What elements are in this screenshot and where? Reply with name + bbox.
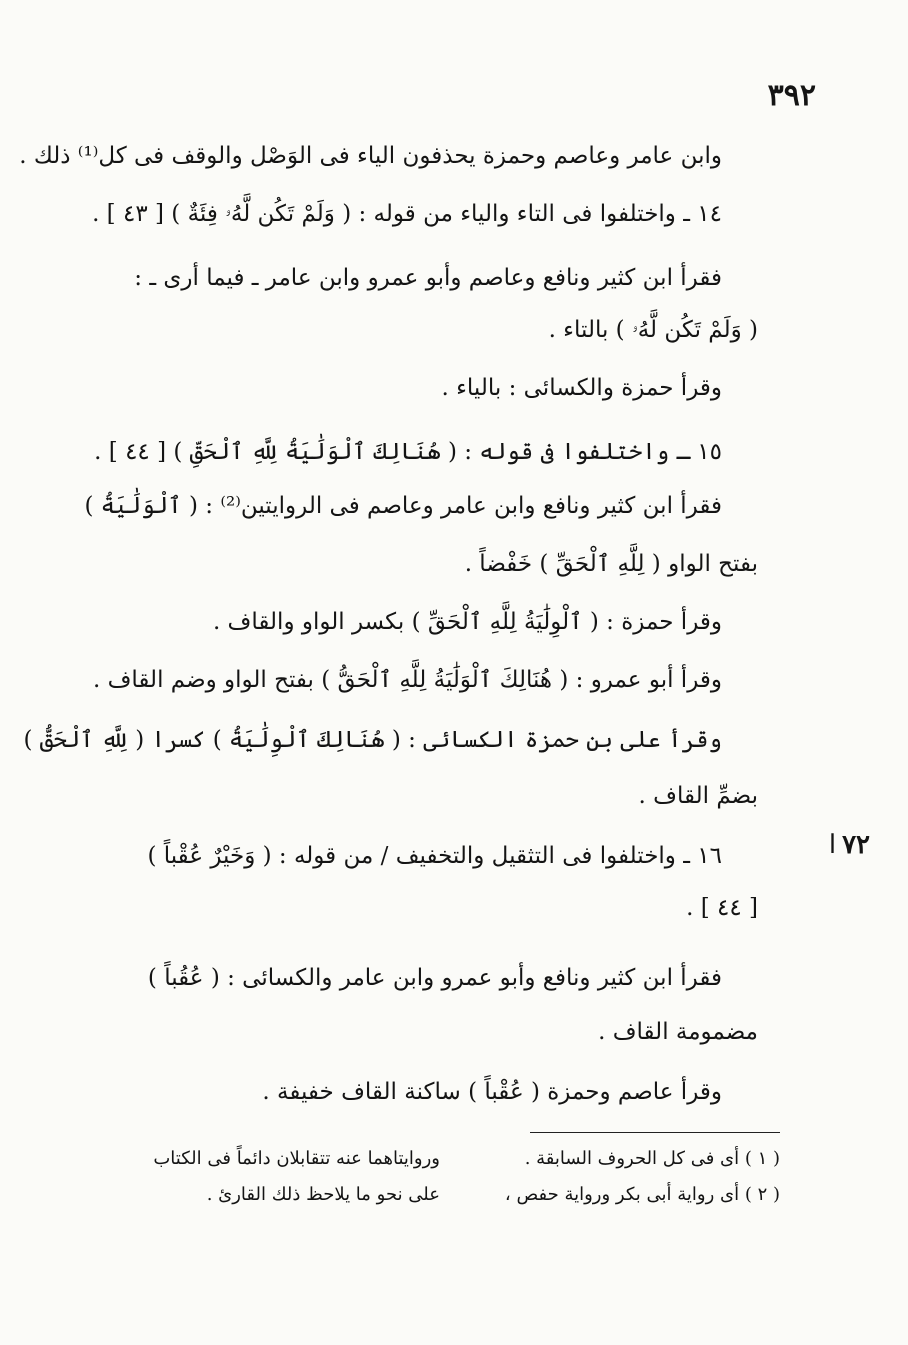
body-line-4: ( وَلَمْ تَكُن لَّهُۥ ) بالتاء . <box>548 317 758 343</box>
body-line-6: ١٥ ـ واختلفوا فى قوله : ( هُنَالِكَ ٱلْوَلَٰيَةُ لِلَّهِ ٱلْحَقِّ ) [ ٤٤ ] . <box>94 439 722 465</box>
body-line-15: فقرأ ابن كثير ونافع وأبو عمرو وابن عامر والكسائى : ( عُقُباً ) <box>147 965 722 991</box>
body-line-8: بفتح الواو ( لِلَّهِ ٱلْحَقِّ ) خَفْضاً . <box>464 551 758 577</box>
footnote-2: ( ٢ ) أى رواية أبى بكر ورواية حفص ، <box>504 1184 780 1205</box>
body-line-5: وقرأ حمزة والكسائى : بالياء . <box>441 375 722 401</box>
footnote-2-continuation: على نحو ما يلاحظ ذلك القارئ . <box>206 1184 440 1205</box>
body-line-1: وابن عامر وعاصم وحمزة يحذفون الياء فى الوَصْل والوقف فى كل⁽¹⁾ ذلك . <box>19 143 722 169</box>
body-line-12: بضمِّ القاف . <box>638 783 758 809</box>
body-line-17: وقرأ عاصم وحمزة ( عُقْباً ) ساكنة القاف خفيفة . <box>262 1079 722 1105</box>
body-line-3: فقرأ ابن كثير ونافع وعاصم وأبو عمرو وابن عامر ـ فيما أرى ـ : <box>134 265 722 291</box>
body-line-16: مضمومة القاف . <box>598 1019 758 1045</box>
margin-note <box>829 830 870 860</box>
footnote-1: ( ١ ) أى فى كل الحروف السابقة . <box>524 1148 780 1169</box>
body-line-14: [ ٤٤ ] . <box>686 895 758 921</box>
body-line-7: فقرأ ابن كثير ونافع وابن عامر وعاصم فى الروايتين⁽²⁾ : ( ٱلْوَلَٰيَةُ ) <box>84 493 722 519</box>
margin-note-tick: ا <box>828 830 837 860</box>
body-line-11: وقرأ على بن حمزة الكسائى : ( هُنَالِكَ ٱلْوِلَٰيَةُ ) كسرا ( لِلَّهِ ٱلْحَقُّ ) <box>23 727 722 753</box>
page-number: ٣٩٢ <box>767 78 816 113</box>
footnote-1-continuation: وروايتاهما عنه تتقابلان دائماً فى الكتاب <box>153 1148 440 1169</box>
body-line-10: وقرأ أبو عمرو : ( هُنَالِكَ ٱلْوَلَٰيَةُ لِلَّهِ ٱلْحَقُّ ) بفتح الواو وضم القاف . <box>92 667 722 693</box>
margin-note-number: ٧٢ <box>842 830 870 860</box>
body-line-13: ١٦ ـ واختلفوا فى التثقيل والتخفيف / من قوله : ( وَخَيْرٌ عُقْباً ) <box>147 843 722 869</box>
body-line-2: ١٤ ـ واختلفوا فى التاء والياء من قوله : ( وَلَمْ تَكُن لَّهُۥ فِئَةٌ ) [ ٤٣ ] . <box>92 201 722 227</box>
body-line-9: وقرأ حمزة : ( ٱلْوِلَٰيَةُ لِلَّهِ ٱلْحَقِّ ) بكسر الواو والقاف . <box>212 609 722 635</box>
footnote-rule <box>530 1132 780 1133</box>
